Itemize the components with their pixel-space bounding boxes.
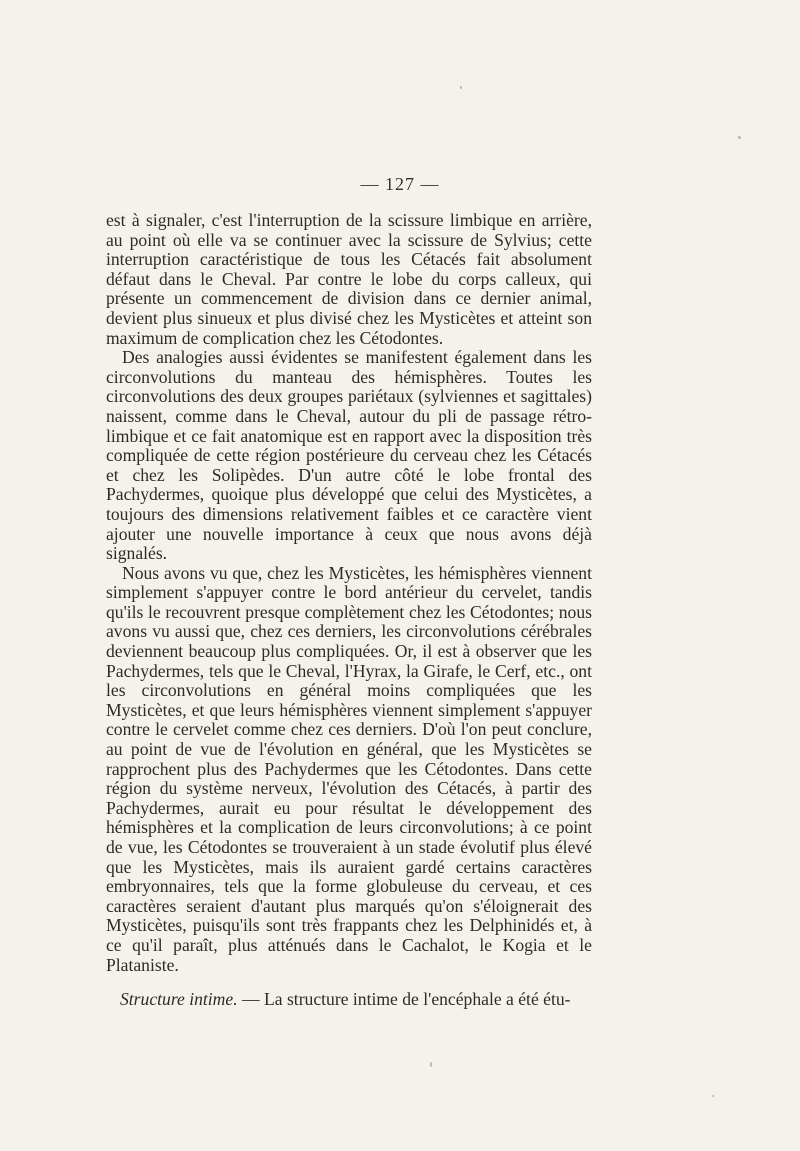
- paper-speck: [738, 136, 741, 139]
- paper-speck: [460, 86, 462, 89]
- page-number: — 127 —: [360, 174, 440, 194]
- paragraph: est à signaler, c'est l'interruption de la scissure limbique en arrière, au point où elle va se continuer avec la scissure de Sylvius; cette interruption caractéristique de tous les Cétacés fait absolument défaut dans le Cheval. Par contre le lobe du corps calleux, qui présente un commencement de division dans ce dernier animal, devient plus sinueux et plus divisé chez les Mysticètes et atteint son maximum de complication chez les Cétodontes.: [106, 210, 592, 348]
- paper-speck: [430, 1062, 432, 1067]
- section-title: Structure intime.: [120, 989, 238, 1009]
- body-text: [106, 211, 592, 975]
- section-start: [106, 990, 592, 1010]
- paragraph: Des analogies aussi évidentes se manifestent également dans les circonvolutions du manteau des hémisphères. Toutes les circonvolutions des deux groupes pariétaux (sylviennes et sagittales) naissent, comme dans le Cheval, autour du pli de passage rétro-limbique et ce fait anatomique est en rapport avec la disposition très compliquée de cette région postérieure du cerveau chez les Cétacés et chez les Solipèdes. D'un autre côté le lobe frontal des Pachydermes, quoique plus développé que celui des Mysticètes, a toujours des dimensions relativement faibles et ce caractère vient ajouter une nouvelle importance à ceux que nous avons déjà signalés.: [106, 347, 592, 564]
- paragraph: Nous avons vu que, chez les Mysticètes, les hémisphères viennent simplement s'appuyer contre le bord antérieur du cervelet, tandis qu'ils le recouvrent presque complètement chez les Cétodontes; nous avons vu aussi que, chez ces derniers, les circonvolutions cérébrales deviennent beaucoup plus compliquées. Or, il est à observer que les Pachydermes, tels que le Cheval, l'Hyrax, la Girafe, le Cerf, etc., ont les circonvolutions en général moins compliquées que les Mysticètes, et que leurs hémisphères viennent simplement s'appuyer contre le cervelet comme chez ces derniers. D'où l'on peut conclure, au point de vue de l'évolution en général, que les Mysticètes se rapprochent plus des Pachydermes que les Cétodontes. Dans cette région du système nerveux, l'évolution des Cétacés, à partir des Pachydermes, aurait eu pour résultat le développement des hémisphères et la complication de leurs circonvolutions; à ce point de vue, les Cétodontes se trouveraient à un stade évolutif plus élevé que les Mysticètes, mais ils auraient gardé certains caractères embryonnaires, tels que la forme globuleuse du cerveau, et ces caractères seraient d'autant plus marqués qu'on s'éloignerait des Mysticètes, puisqu'ils sont très frappants chez les Delphinidés et, à ce qu'il paraît, plus atténués dans le Cachalot, le Kogia et le Plataniste.: [106, 562, 592, 975]
- section-text: — La structure intime de l'encéphale a été étu-: [237, 989, 571, 1009]
- paper-speck: [712, 1095, 714, 1097]
